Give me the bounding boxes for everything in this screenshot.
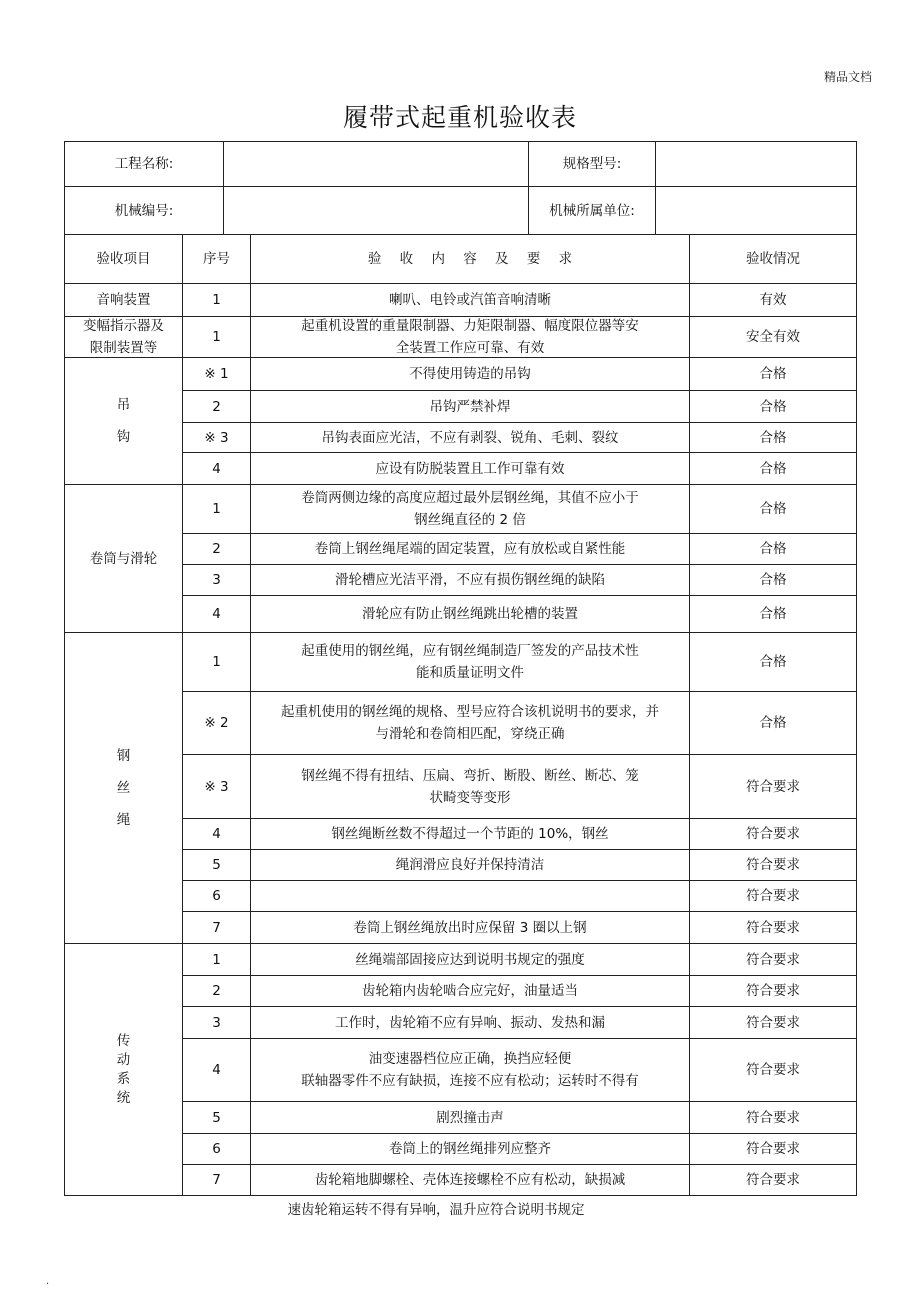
project-name-field[interactable] [224, 142, 528, 186]
row-requirement [251, 881, 689, 911]
requirement-line: 全装置工作应可靠、有效 [395, 340, 545, 356]
row-seq: 1 [212, 654, 221, 670]
row-seq: 3 [212, 572, 221, 588]
row-result[interactable]: 符合要求 [746, 826, 800, 842]
row-seq: 7 [212, 1172, 221, 1188]
column-header-item: 验收项目 [96, 251, 151, 267]
row-seq: 4 [212, 606, 221, 622]
requirement-line: 喇叭、电铃或汽笛音响清晰 [389, 292, 551, 308]
requirement-line: 起重机使用的钢丝绳的规格、型号应符合该机说明书的要求，并 [281, 704, 659, 720]
row-requirement [251, 1007, 689, 1038]
group-name-line: 统 [116, 1089, 131, 1106]
requirement-line: 应设有防脱装置且工作可靠有效 [375, 460, 565, 477]
owner-label: 机械所属单位: [549, 202, 635, 219]
row-seq: 2 [212, 398, 221, 415]
row-requirement [251, 391, 689, 422]
column-header-result: 验收情况 [746, 251, 800, 267]
row-result[interactable]: 安全有效 [746, 329, 800, 345]
row-result[interactable]: 符合要求 [746, 857, 800, 873]
row-result[interactable]: 合格 [759, 715, 787, 731]
row-result[interactable]: 有效 [759, 292, 787, 308]
row-seq: 4 [212, 1062, 221, 1078]
row-requirement [251, 284, 689, 316]
row-result[interactable]: 符合要求 [746, 919, 800, 936]
corner-mark: . [46, 1276, 50, 1287]
row-result[interactable]: 合格 [759, 460, 787, 477]
requirement-line: 联轴器零件不应有缺损，连接不应有松动；运转时不得有 [301, 1073, 639, 1089]
column-header-content: 验 收 内 容 及 要 求 [367, 251, 573, 267]
group-name-line: 丝 [116, 780, 131, 796]
row-result[interactable]: 符合要求 [746, 951, 800, 968]
row-seq: ※ 1 [204, 366, 229, 382]
row-requirement [251, 1165, 689, 1195]
row-seq: ※ 3 [204, 778, 229, 795]
row-seq: 5 [212, 1109, 221, 1126]
row-result[interactable]: 合格 [759, 572, 787, 588]
table-right-border [856, 943, 857, 1196]
row-requirement [251, 358, 689, 390]
row-result[interactable]: 符合要求 [746, 1172, 800, 1188]
requirement-line: 吊钩表面应光洁，不应有剥裂、锐角、毛刺、裂纹 [321, 429, 619, 446]
requirement-line: 钢丝绳不得有扭结、压扁、弯折、断股、断丝、断芯、笼 [301, 767, 639, 784]
group-name-line: 系 [116, 1070, 131, 1087]
row-requirement [251, 423, 689, 452]
row-requirement [251, 633, 689, 691]
row-requirement [251, 976, 689, 1006]
row-result[interactable]: 符合要求 [746, 1109, 800, 1126]
row-seq: 3 [212, 1014, 221, 1031]
machine-no-field[interactable] [224, 187, 528, 234]
group-name-line: 限制装置等 [89, 340, 158, 356]
row-requirement [251, 1134, 689, 1164]
row-result[interactable]: 合格 [759, 606, 787, 622]
requirement-line: 剧烈撞击声 [436, 1109, 504, 1126]
row-seq: 1 [212, 292, 221, 308]
row-requirement [251, 819, 689, 849]
row-result[interactable]: 符合要求 [746, 1062, 800, 1078]
requirement-line: 滑轮应有防止钢丝绳跳出轮槽的装置 [362, 606, 578, 622]
row-result[interactable]: 合格 [759, 398, 787, 415]
row-requirement [251, 534, 689, 564]
row-requirement [251, 453, 689, 484]
footer-continuation-text: 速齿轮箱运转不得有异响，温升应符合说明书规定 [287, 1202, 585, 1218]
requirement-line: 齿轮箱内齿轮啮合应完好，油量适当 [362, 983, 578, 999]
row-seq: 2 [212, 541, 221, 557]
row-seq: 4 [212, 460, 221, 477]
requirement-line: 与滑轮和卷筒相匹配，穿绕正确 [375, 726, 565, 742]
row-requirement [251, 596, 689, 632]
table-right-border [856, 484, 857, 633]
requirement-line: 起重使用的钢丝绳，应有钢丝绳制造厂签发的产品技术性 [301, 643, 639, 659]
requirement-line: 能和质量证明文件 [416, 665, 524, 681]
table-right-border [856, 316, 857, 358]
row-requirement [251, 1039, 689, 1101]
requirement-line: 钢丝绳直径的 2 倍 [414, 512, 526, 528]
row-seq: 6 [212, 888, 221, 904]
row-seq: 1 [212, 329, 221, 345]
row-requirement [251, 1102, 689, 1133]
row-requirement [251, 692, 689, 754]
column-divider [856, 234, 857, 284]
group-name [65, 944, 182, 1195]
row-result[interactable]: 符合要求 [746, 983, 800, 999]
group-name-line: 钢 [116, 748, 131, 764]
group-name-line: 钩 [116, 429, 131, 445]
row-seq: ※ 2 [204, 715, 229, 731]
requirement-line: 工作时，齿轮箱不应有异响、振动、发热和漏 [335, 1014, 605, 1031]
requirement-line: 油变速器档位应正确，换挡应轻便 [368, 1051, 572, 1067]
row-result[interactable]: 符合要求 [746, 1014, 800, 1031]
requirement-line: 钢丝绳断丝数不得超过一个节距的 10%，钢丝 [331, 826, 609, 842]
row-requirement [251, 755, 689, 818]
row-seq: 5 [212, 857, 221, 873]
group-name: 音响装置 [96, 292, 151, 308]
row-seq: 6 [212, 1141, 221, 1157]
project-name-label: 工程名称: [114, 156, 174, 172]
requirement-line: 不得使用铸造的吊钩 [409, 366, 531, 382]
table-right-border [856, 632, 857, 944]
row-seq: 1 [212, 951, 221, 968]
model-label: 规格型号: [562, 156, 622, 172]
row-result[interactable]: 符合要求 [746, 778, 800, 795]
group-name [65, 358, 182, 484]
model-field[interactable] [656, 142, 856, 186]
row-requirement [251, 565, 689, 595]
group-name-line: 变幅指示器及 [83, 318, 164, 334]
requirement-line: 状畸变等变形 [429, 789, 511, 806]
row-requirement [251, 317, 689, 357]
requirement-line: 吊钩严禁补焊 [429, 398, 511, 415]
header-note: 精品文档 [823, 70, 872, 84]
machine-no-label: 机械编号: [114, 202, 174, 219]
row-result[interactable]: 符合要求 [746, 888, 800, 904]
requirement-line: 起重机设置的重量限制器、力矩限制器、幅度限位器等安 [301, 318, 639, 334]
row-result[interactable]: 合格 [759, 429, 787, 446]
requirement-line: 卷筒上钢丝绳放出时应保留 3 圈以上钢 [353, 919, 587, 936]
group-name-line: 动 [116, 1051, 131, 1068]
row-result[interactable]: 合格 [759, 366, 787, 382]
column-divider [856, 141, 857, 235]
row-requirement [251, 944, 689, 975]
row-requirement [251, 485, 689, 533]
requirement-line: 卷筒上钢丝绳尾端的固定装置，应有放松或自紧性能 [314, 541, 626, 557]
requirement-line: 卷筒两侧边缘的高度应超过最外层钢丝绳，其值不应小于 [301, 490, 639, 506]
page-title: 履带式起重机验收表 [342, 103, 577, 132]
row-seq: 2 [212, 983, 221, 999]
row-seq: 7 [212, 919, 221, 936]
row-seq: ※ 3 [204, 429, 229, 446]
row-result[interactable]: 合格 [759, 654, 787, 670]
group-name [65, 633, 182, 943]
group-name-line: 传 [116, 1032, 131, 1049]
group-name-line: 绳 [116, 812, 131, 828]
requirement-line: 齿轮箱地脚螺栓、壳体连接螺栓不应有松动，缺损减 [314, 1172, 626, 1188]
requirement-line: 丝绳端部固接应达到说明书规定的强度 [355, 951, 585, 968]
column-header-seq: 序号 [203, 251, 230, 267]
group-name: 卷筒与滑轮 [89, 550, 158, 567]
owner-field[interactable] [656, 187, 856, 234]
row-seq: 4 [212, 826, 221, 842]
requirement-line: 绳润滑应良好并保持清洁 [395, 857, 545, 873]
row-seq: 1 [212, 501, 221, 517]
row-requirement [251, 850, 689, 880]
requirement-line: 卷筒上的钢丝绳排列应整齐 [389, 1141, 551, 1157]
group-name-line: 吊 [116, 397, 131, 413]
row-result[interactable]: 合格 [759, 541, 787, 557]
row-result[interactable]: 合格 [759, 501, 787, 517]
requirement-line: 滑轮槽应光洁平滑，不应有损伤钢丝绳的缺陷 [335, 572, 605, 588]
group-name [65, 317, 182, 357]
row-requirement [251, 912, 689, 943]
table-right-border [856, 357, 857, 485]
row-result[interactable]: 符合要求 [746, 1141, 800, 1157]
table-right-border [856, 283, 857, 317]
